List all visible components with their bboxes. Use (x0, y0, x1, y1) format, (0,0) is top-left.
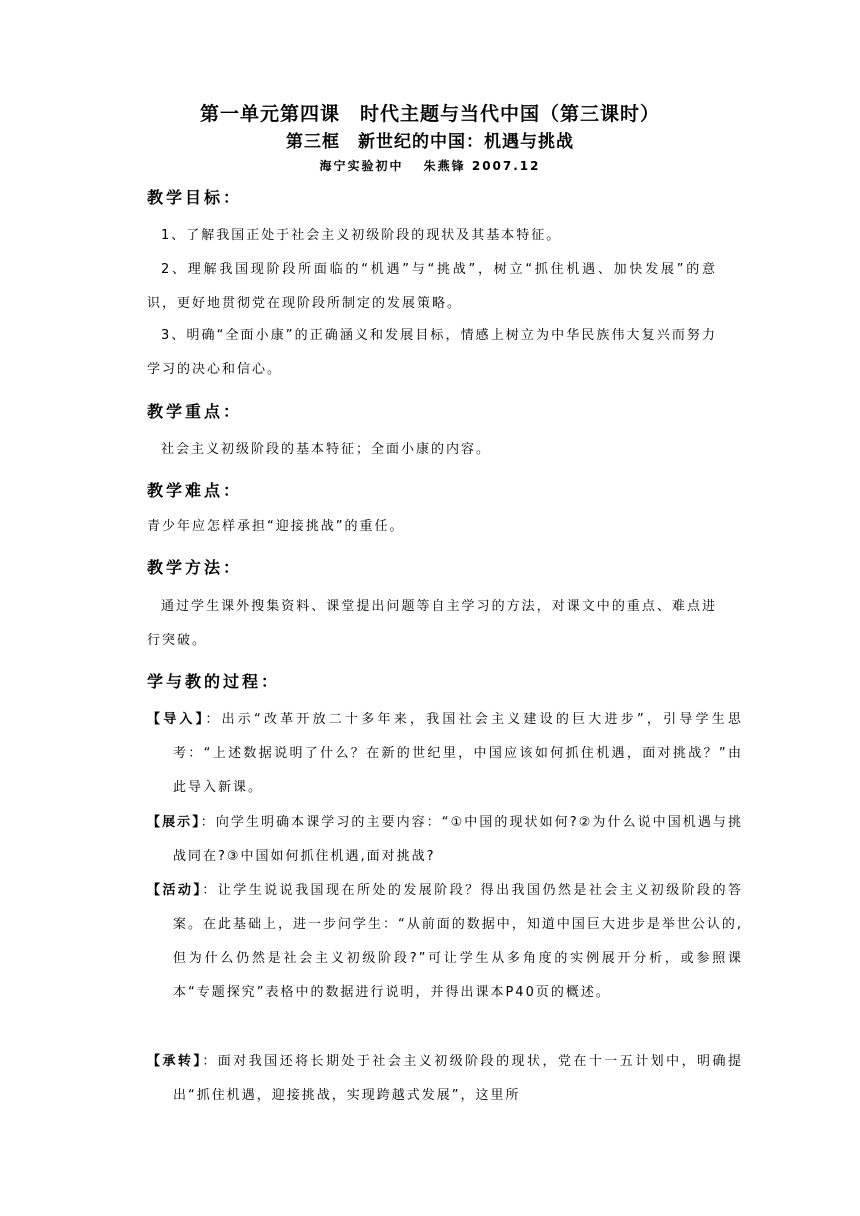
step-tag: 【导入】 (147, 712, 206, 727)
step-tag: 【承转】 (147, 1054, 203, 1069)
objectives-heading: 教学目标： (147, 188, 243, 207)
difficulties-heading: 教学难点： (147, 481, 243, 500)
step-tag: 【活动】 (147, 883, 203, 898)
document-title: 第一单元第四课 时代主题与当代中国（第三课时） (199, 103, 660, 125)
objective-item: 1、了解我国正处于社会主义初级阶段的现状及其基本特征。 (161, 228, 562, 243)
process-step-transition (147, 1045, 743, 1113)
difficulties-text: 青少年应怎样承担“迎接挑战”的重任。 (147, 519, 405, 534)
key-points-heading: 教学重点： (147, 402, 243, 421)
author-byline: 海宁实验初中 朱燕锋 2007.12 (319, 159, 541, 173)
step-text: ：让学生说说我国现在所处的发展阶段？得出我国仍然是社会主义初级阶段的答案。在此基础上，进一步问学生：“从前面的数据中，知道中国巨大进步是举世公认的,但为什么仍然是社会主义初级阶段?”可让学生从多角度的实例展开分析，或参照课本“专题探究”表格中的数据进行说明，并得出课本P40页的概述。 (173, 883, 743, 1000)
step-tag: 【展示】 (147, 815, 201, 830)
objective-item: 2、理解我国现阶段所面临的“机遇”与“挑战”，树立“抓住机遇、加快发展”的意识，更好地贯彻党在现阶段所制定的发展策略。 (147, 262, 717, 311)
document-subtitle: 第三框 新世纪的中国：机遇与挑战 (286, 132, 574, 152)
step-text: ：面对我国还将长期处于社会主义初级阶段的现状，党在十一五计划中，明确提出“抓住机遇，迎接挑战，实现跨越式发展”，这里所 (173, 1054, 743, 1103)
methods-text: 通过学生课外搜集资料、课堂提出问题等自主学习的方法，对课文中的重点、难点进行突破。 (147, 599, 717, 648)
step-text: ：出示“改革开放二十多年来，我国社会主义建设的巨大进步”，引导学生思考：“上述数据说明了什么？在新的世纪里，中国应该如何抓住机遇，面对挑战？”由此导入新课。 (173, 712, 743, 795)
process-step-activity (147, 874, 743, 1010)
process-step-intro (147, 703, 743, 805)
process-heading: 学与教的过程： (147, 672, 281, 691)
step-text: ：向学生明确本课学习的主要内容：“①中国的现状如何?②为什么说中国机遇与挑战同在?③中国如何抓住机遇,面对挑战? (173, 815, 743, 864)
methods-heading: 教学方法： (147, 558, 243, 577)
key-points-text: 社会主义初级阶段的基本特征；全面小康的内容。 (161, 442, 492, 457)
process-step-display (147, 806, 743, 874)
objective-item: 3、明确“全面小康”的正确涵义和发展目标，情感上树立为中华民族伟大复兴而努力学习的决心和信心。 (147, 328, 717, 377)
